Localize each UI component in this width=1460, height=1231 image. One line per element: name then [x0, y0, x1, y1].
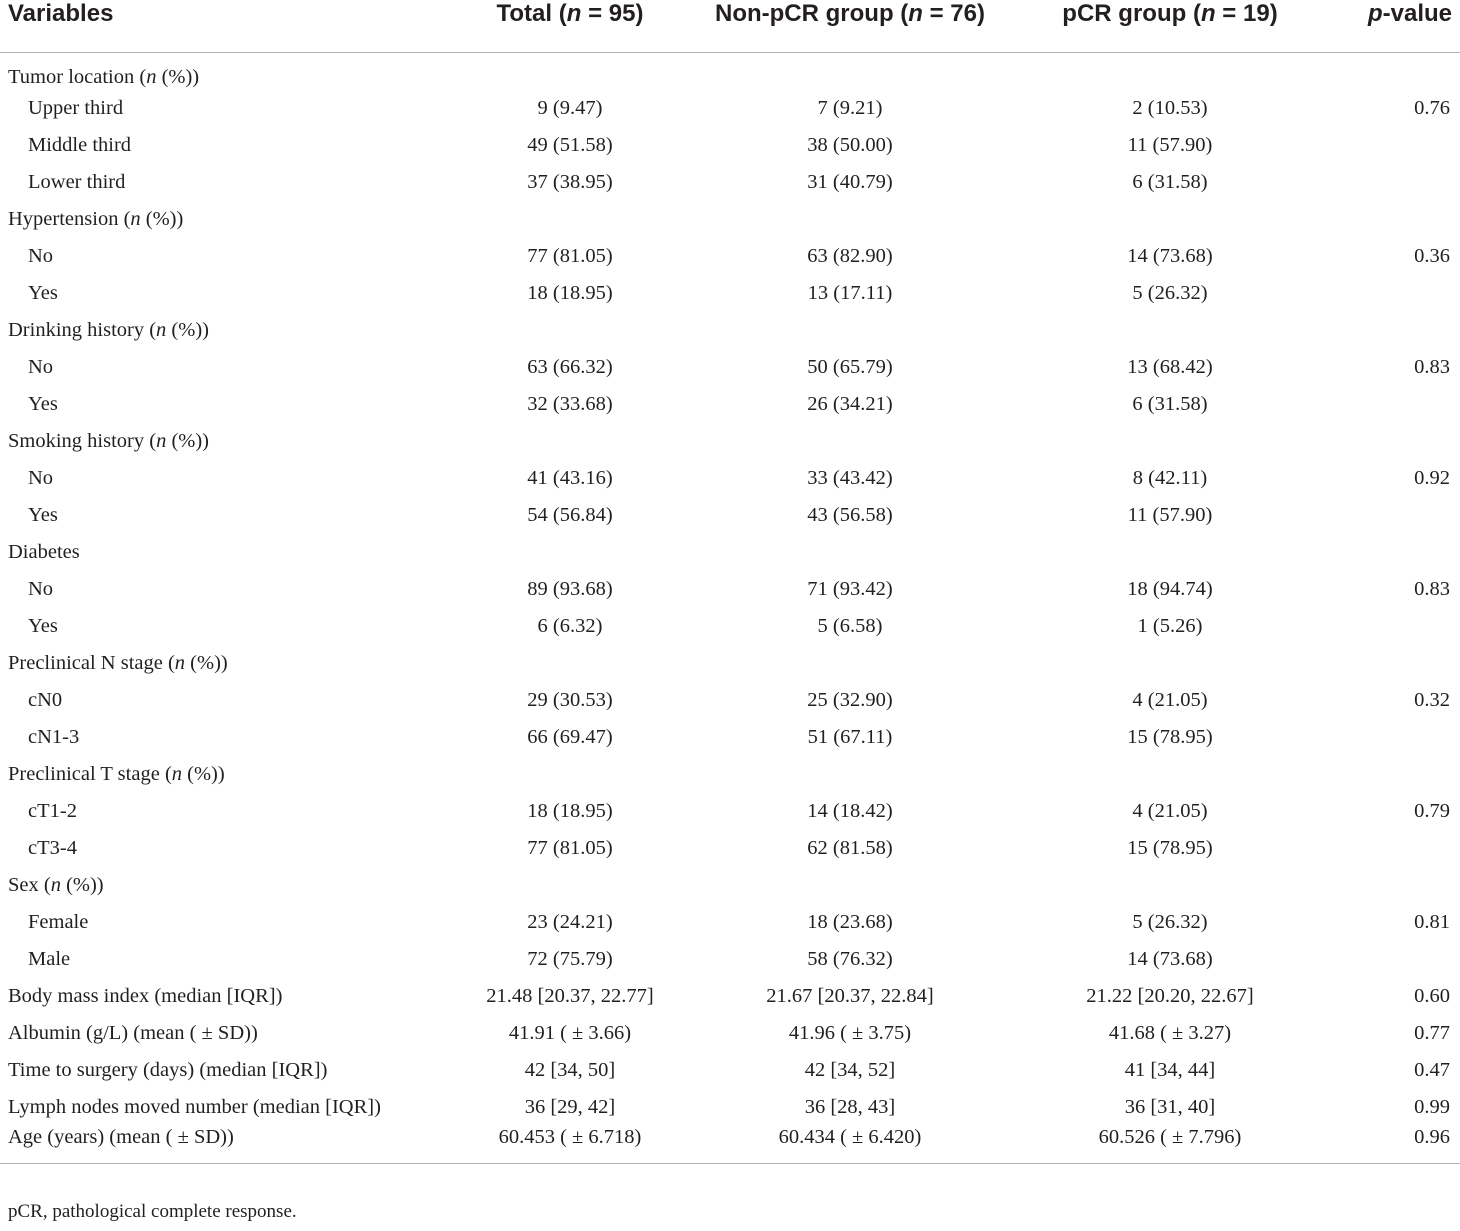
- n-symbol: n: [156, 318, 167, 341]
- empty-cell: [700, 201, 1000, 238]
- total-value: 42 [34, 50]: [524, 1058, 616, 1081]
- p-value: [1340, 497, 1460, 534]
- pcr-value: 8 (42.11): [1132, 466, 1208, 489]
- pcr-value: 4 (21.05): [1132, 799, 1208, 822]
- total-value: 41 (43.16): [527, 466, 613, 489]
- category-label: Diabetes: [8, 540, 80, 563]
- category-suffix: (%)): [161, 65, 200, 88]
- pcr-value: 21.22 [20.20, 22.67]: [1086, 984, 1254, 1007]
- p-value: [1340, 830, 1460, 867]
- header-total: Total (n = 95): [440, 0, 700, 53]
- empty-cell: [440, 201, 700, 238]
- pcr-value: 4 (21.05): [1132, 688, 1208, 711]
- table-row: [0, 1126, 1460, 1164]
- nonpcr-value: 36 [28, 43]: [804, 1095, 896, 1118]
- p-value: 0.32: [1414, 688, 1450, 711]
- nonpcr-value: 50 (65.79): [807, 355, 893, 378]
- empty-cell: [440, 645, 700, 682]
- variable-label: No: [28, 355, 54, 378]
- pcr-value: 2 (10.53): [1132, 96, 1208, 119]
- total-value: 9 (9.47): [537, 96, 603, 119]
- table-row: [0, 756, 1460, 793]
- p-value: [1340, 127, 1460, 164]
- variable-label: cN1-3: [28, 725, 80, 748]
- p-value-label: -value: [1382, 0, 1452, 27]
- empty-cell: [700, 867, 1000, 904]
- table-row: [0, 534, 1460, 571]
- variable-label: Lymph nodes moved number (median [IQR]): [8, 1095, 381, 1118]
- total-value: 37 (38.95): [527, 170, 613, 193]
- p-value: [1340, 941, 1460, 978]
- table-row: [0, 423, 1460, 460]
- total-value: 23 (24.21): [527, 910, 613, 933]
- total-value: 36 [29, 42]: [524, 1095, 616, 1118]
- pcr-value: 1 (5.26): [1137, 614, 1203, 637]
- empty-cell: [700, 756, 1000, 793]
- table-row: [0, 201, 1460, 238]
- table-row: [0, 830, 1460, 867]
- variable-label: Body mass index (median [IQR]): [8, 984, 283, 1007]
- empty-cell: [440, 53, 700, 90]
- category-name: Hypertension: [8, 207, 119, 230]
- empty-cell: [1340, 867, 1460, 904]
- empty-cell: [700, 645, 1000, 682]
- variable-label: Middle third: [28, 133, 132, 156]
- empty-cell: [1000, 867, 1340, 904]
- total-value: 49 (51.58): [527, 133, 613, 156]
- category-label: Sex (n (%)): [8, 873, 104, 896]
- p-value: 0.76: [1414, 96, 1450, 119]
- p-value: 0.99: [1414, 1095, 1450, 1118]
- table-row: [0, 127, 1460, 164]
- empty-cell: [1340, 53, 1460, 90]
- total-value: 72 (75.79): [527, 947, 613, 970]
- p-value: [1340, 386, 1460, 423]
- category-label: Preclinical T stage (n (%)): [8, 762, 225, 785]
- p-value: 0.79: [1414, 799, 1450, 822]
- category-name: Tumor location: [8, 65, 135, 88]
- category-suffix: (%)): [190, 651, 228, 674]
- category-name: Smoking history: [8, 429, 145, 452]
- empty-cell: [1340, 201, 1460, 238]
- nonpcr-value: 26 (34.21): [807, 392, 893, 415]
- nonpcr-value: 51 (67.11): [807, 725, 893, 748]
- variable-label: Male: [28, 947, 71, 970]
- category-name: Drinking history: [8, 318, 145, 341]
- category-name: Sex: [8, 873, 39, 896]
- n-symbol: n: [130, 207, 141, 230]
- variable-label: No: [28, 466, 54, 489]
- variable-label: Albumin (g/L) (mean ( ± SD)): [8, 1021, 258, 1044]
- pcr-value: 36 [31, 40]: [1124, 1095, 1216, 1118]
- empty-cell: [700, 53, 1000, 90]
- nonpcr-value: 58 (76.32): [807, 947, 893, 970]
- pcr-value: 14 (73.68): [1127, 244, 1213, 267]
- empty-cell: [440, 423, 700, 460]
- pcr-value: 5 (26.32): [1132, 281, 1208, 304]
- table-row: [0, 386, 1460, 423]
- variable-label: cN0: [28, 688, 63, 711]
- variable-label: Upper third: [28, 96, 124, 119]
- empty-cell: [1340, 423, 1460, 460]
- p-value: 0.81: [1414, 910, 1450, 933]
- category-suffix: (%)): [171, 429, 210, 452]
- nonpcr-value: 25 (32.90): [807, 688, 893, 711]
- nonpcr-value: 41.96 ( ± 3.75): [788, 1021, 912, 1044]
- table-row: [0, 867, 1460, 904]
- nonpcr-value: 5 (6.58): [817, 614, 883, 637]
- table-row: [0, 164, 1460, 201]
- category-name: Preclinical N stage: [8, 651, 163, 674]
- p-value: 0.47: [1414, 1058, 1450, 1081]
- empty-cell: [1000, 645, 1340, 682]
- table-row: [0, 90, 1460, 127]
- header-nonpcr: Non-pCR group (n = 76): [700, 0, 1000, 53]
- variable-label: Yes: [28, 281, 58, 304]
- variable-label: Age (years) (mean ( ± SD)): [0, 1126, 440, 1164]
- p-value: 0.92: [1414, 466, 1450, 489]
- nonpcr-value: 14 (18.42): [807, 799, 893, 822]
- header-pcr-label: pCR group: [1062, 0, 1187, 27]
- total-value: 77 (81.05): [527, 836, 613, 859]
- pcr-value: 11 (57.90): [1127, 503, 1213, 526]
- table-row: [0, 238, 1460, 275]
- pcr-value: 18 (94.74): [1127, 577, 1213, 600]
- p-value: 0.83: [1414, 355, 1450, 378]
- table-row: [0, 1015, 1460, 1052]
- n-symbol: n: [171, 762, 183, 785]
- variable-label: Time to surgery (days) (median [IQR]): [8, 1058, 328, 1081]
- category-name: Preclinical T stage: [8, 762, 160, 785]
- total-value: 89 (93.68): [527, 577, 613, 600]
- category-label: Drinking history (n (%)): [8, 318, 209, 341]
- p-value: 0.77: [1414, 1021, 1450, 1044]
- header-total-n: = 95: [588, 0, 636, 27]
- pcr-value: 14 (73.68): [1127, 947, 1213, 970]
- empty-cell: [700, 423, 1000, 460]
- header-pcr-n: = 19: [1222, 0, 1270, 27]
- category-suffix: (%)): [66, 873, 104, 896]
- p-value: 0.60: [1414, 984, 1450, 1007]
- table-row: [0, 719, 1460, 756]
- empty-cell: [1340, 534, 1460, 571]
- variable-label: Female: [28, 910, 89, 933]
- nonpcr-value: 33 (43.42): [807, 466, 893, 489]
- table-row: [0, 497, 1460, 534]
- category-label: Hypertension (n (%)): [8, 207, 184, 230]
- table-row: [0, 571, 1460, 608]
- table-row: [0, 349, 1460, 386]
- nonpcr-value: 43 (56.58): [807, 503, 893, 526]
- table-row: [0, 312, 1460, 349]
- pcr-value: 6 (31.58): [1132, 392, 1208, 415]
- total-value: 18 (18.95): [527, 281, 613, 304]
- total-value: 21.48 [20.37, 22.77]: [486, 984, 654, 1007]
- nonpcr-value: 60.434 ( ± 6.420): [700, 1126, 1000, 1164]
- table-row: [0, 793, 1460, 830]
- p-value: 0.83: [1414, 577, 1450, 600]
- table-row: [0, 1052, 1460, 1089]
- nonpcr-value: 38 (50.00): [807, 133, 893, 156]
- total-value: 54 (56.84): [527, 503, 613, 526]
- header-p-value: [1340, 0, 1460, 53]
- n-symbol: n: [174, 651, 186, 674]
- total-value: 63 (66.32): [527, 355, 613, 378]
- table-row: [0, 645, 1460, 682]
- variable-label: Yes: [28, 503, 58, 526]
- nonpcr-value: 31 (40.79): [807, 170, 893, 193]
- header-total-label: Total: [496, 0, 553, 27]
- empty-cell: [1340, 756, 1460, 793]
- header-row: [0, 0, 1460, 53]
- p-value: 0.36: [1414, 244, 1450, 267]
- empty-cell: [700, 312, 1000, 349]
- nonpcr-value: 42 [34, 52]: [804, 1058, 896, 1081]
- empty-cell: [1000, 201, 1340, 238]
- pcr-value: 5 (26.32): [1132, 910, 1208, 933]
- empty-cell: [1000, 534, 1340, 571]
- pcr-value: 13 (68.42): [1127, 355, 1213, 378]
- table-row: [0, 941, 1460, 978]
- category-label: Tumor location (n (%)): [8, 65, 200, 88]
- nonpcr-value: 71 (93.42): [807, 577, 893, 600]
- table-row: [0, 978, 1460, 1015]
- table-row: [0, 1089, 1460, 1126]
- pcr-value: 41.68 ( ± 3.27): [1108, 1021, 1232, 1044]
- nonpcr-value: 7 (9.21): [817, 96, 883, 119]
- p-value: 0.96: [1340, 1126, 1460, 1164]
- category-suffix: (%)): [145, 207, 184, 230]
- empty-cell: [1000, 53, 1340, 90]
- n-symbol: n: [1200, 0, 1216, 27]
- empty-cell: [1000, 756, 1340, 793]
- empty-cell: [700, 534, 1000, 571]
- p-symbol: p: [1367, 0, 1383, 27]
- pcr-value: 11 (57.90): [1127, 133, 1213, 156]
- table-footnote: pCR, pathological complete response.: [8, 1201, 297, 1222]
- total-value: 60.453 ( ± 6.718): [440, 1126, 700, 1164]
- pcr-value: 15 (78.95): [1127, 725, 1213, 748]
- empty-cell: [1340, 312, 1460, 349]
- header-nonpcr-label: Non-pCR group: [714, 0, 894, 27]
- n-symbol: n: [156, 429, 167, 452]
- total-value: 18 (18.95): [527, 799, 613, 822]
- n-symbol: n: [50, 873, 61, 896]
- category-suffix: (%)): [171, 318, 209, 341]
- n-symbol: n: [146, 65, 157, 88]
- header-nonpcr-n: = 76: [929, 0, 978, 27]
- table-body: [0, 53, 1460, 1164]
- empty-cell: [1000, 423, 1340, 460]
- nonpcr-value: 13 (17.11): [807, 281, 893, 304]
- p-value: [1340, 608, 1460, 645]
- variable-label: Yes: [28, 392, 58, 415]
- total-value: 77 (81.05): [527, 244, 613, 267]
- total-value: 29 (30.53): [527, 688, 613, 711]
- empty-cell: [440, 534, 700, 571]
- variable-label: cT1-2: [28, 799, 77, 822]
- variable-label: Lower third: [28, 170, 126, 193]
- variable-label: Yes: [28, 614, 58, 637]
- category-label: Preclinical N stage (n (%)): [8, 651, 228, 674]
- nonpcr-value: 18 (23.68): [807, 910, 893, 933]
- pcr-value: 41 [34, 44]: [1124, 1058, 1216, 1081]
- empty-cell: [440, 312, 700, 349]
- nonpcr-value: 63 (82.90): [807, 244, 893, 267]
- table-row: [0, 904, 1460, 941]
- total-value: 66 (69.47): [527, 725, 613, 748]
- p-value: [1340, 719, 1460, 756]
- nonpcr-value: 62 (81.58): [807, 836, 893, 859]
- total-value: 6 (6.32): [537, 614, 603, 637]
- variable-label: cT3-4: [28, 836, 77, 859]
- table-row: [0, 53, 1460, 90]
- p-value: [1340, 164, 1460, 201]
- n-symbol: n: [566, 0, 582, 27]
- table-row: [0, 275, 1460, 312]
- total-value: 32 (33.68): [527, 392, 613, 415]
- empty-cell: [1340, 645, 1460, 682]
- category-suffix: (%)): [187, 762, 225, 785]
- variable-label: No: [28, 577, 54, 600]
- empty-cell: [440, 867, 700, 904]
- pcr-value: 6 (31.58): [1132, 170, 1208, 193]
- category-label: Smoking history (n (%)): [8, 429, 210, 452]
- header-pcr: pCR group (n = 19): [1000, 0, 1340, 53]
- empty-cell: [440, 756, 700, 793]
- total-value: 41.91 ( ± 3.66): [508, 1021, 632, 1044]
- pcr-value: 60.526 ( ± 7.796): [1000, 1126, 1340, 1164]
- table-row: [0, 682, 1460, 719]
- n-symbol: n: [908, 0, 923, 27]
- pcr-value: 15 (78.95): [1127, 836, 1213, 859]
- table-row: [0, 460, 1460, 497]
- table-row: [0, 608, 1460, 645]
- empty-cell: [1000, 312, 1340, 349]
- variable-label: No: [28, 244, 54, 267]
- nonpcr-value: 21.67 [20.37, 22.84]: [766, 984, 934, 1007]
- header-variables: Variables: [0, 0, 440, 53]
- p-value: [1340, 275, 1460, 312]
